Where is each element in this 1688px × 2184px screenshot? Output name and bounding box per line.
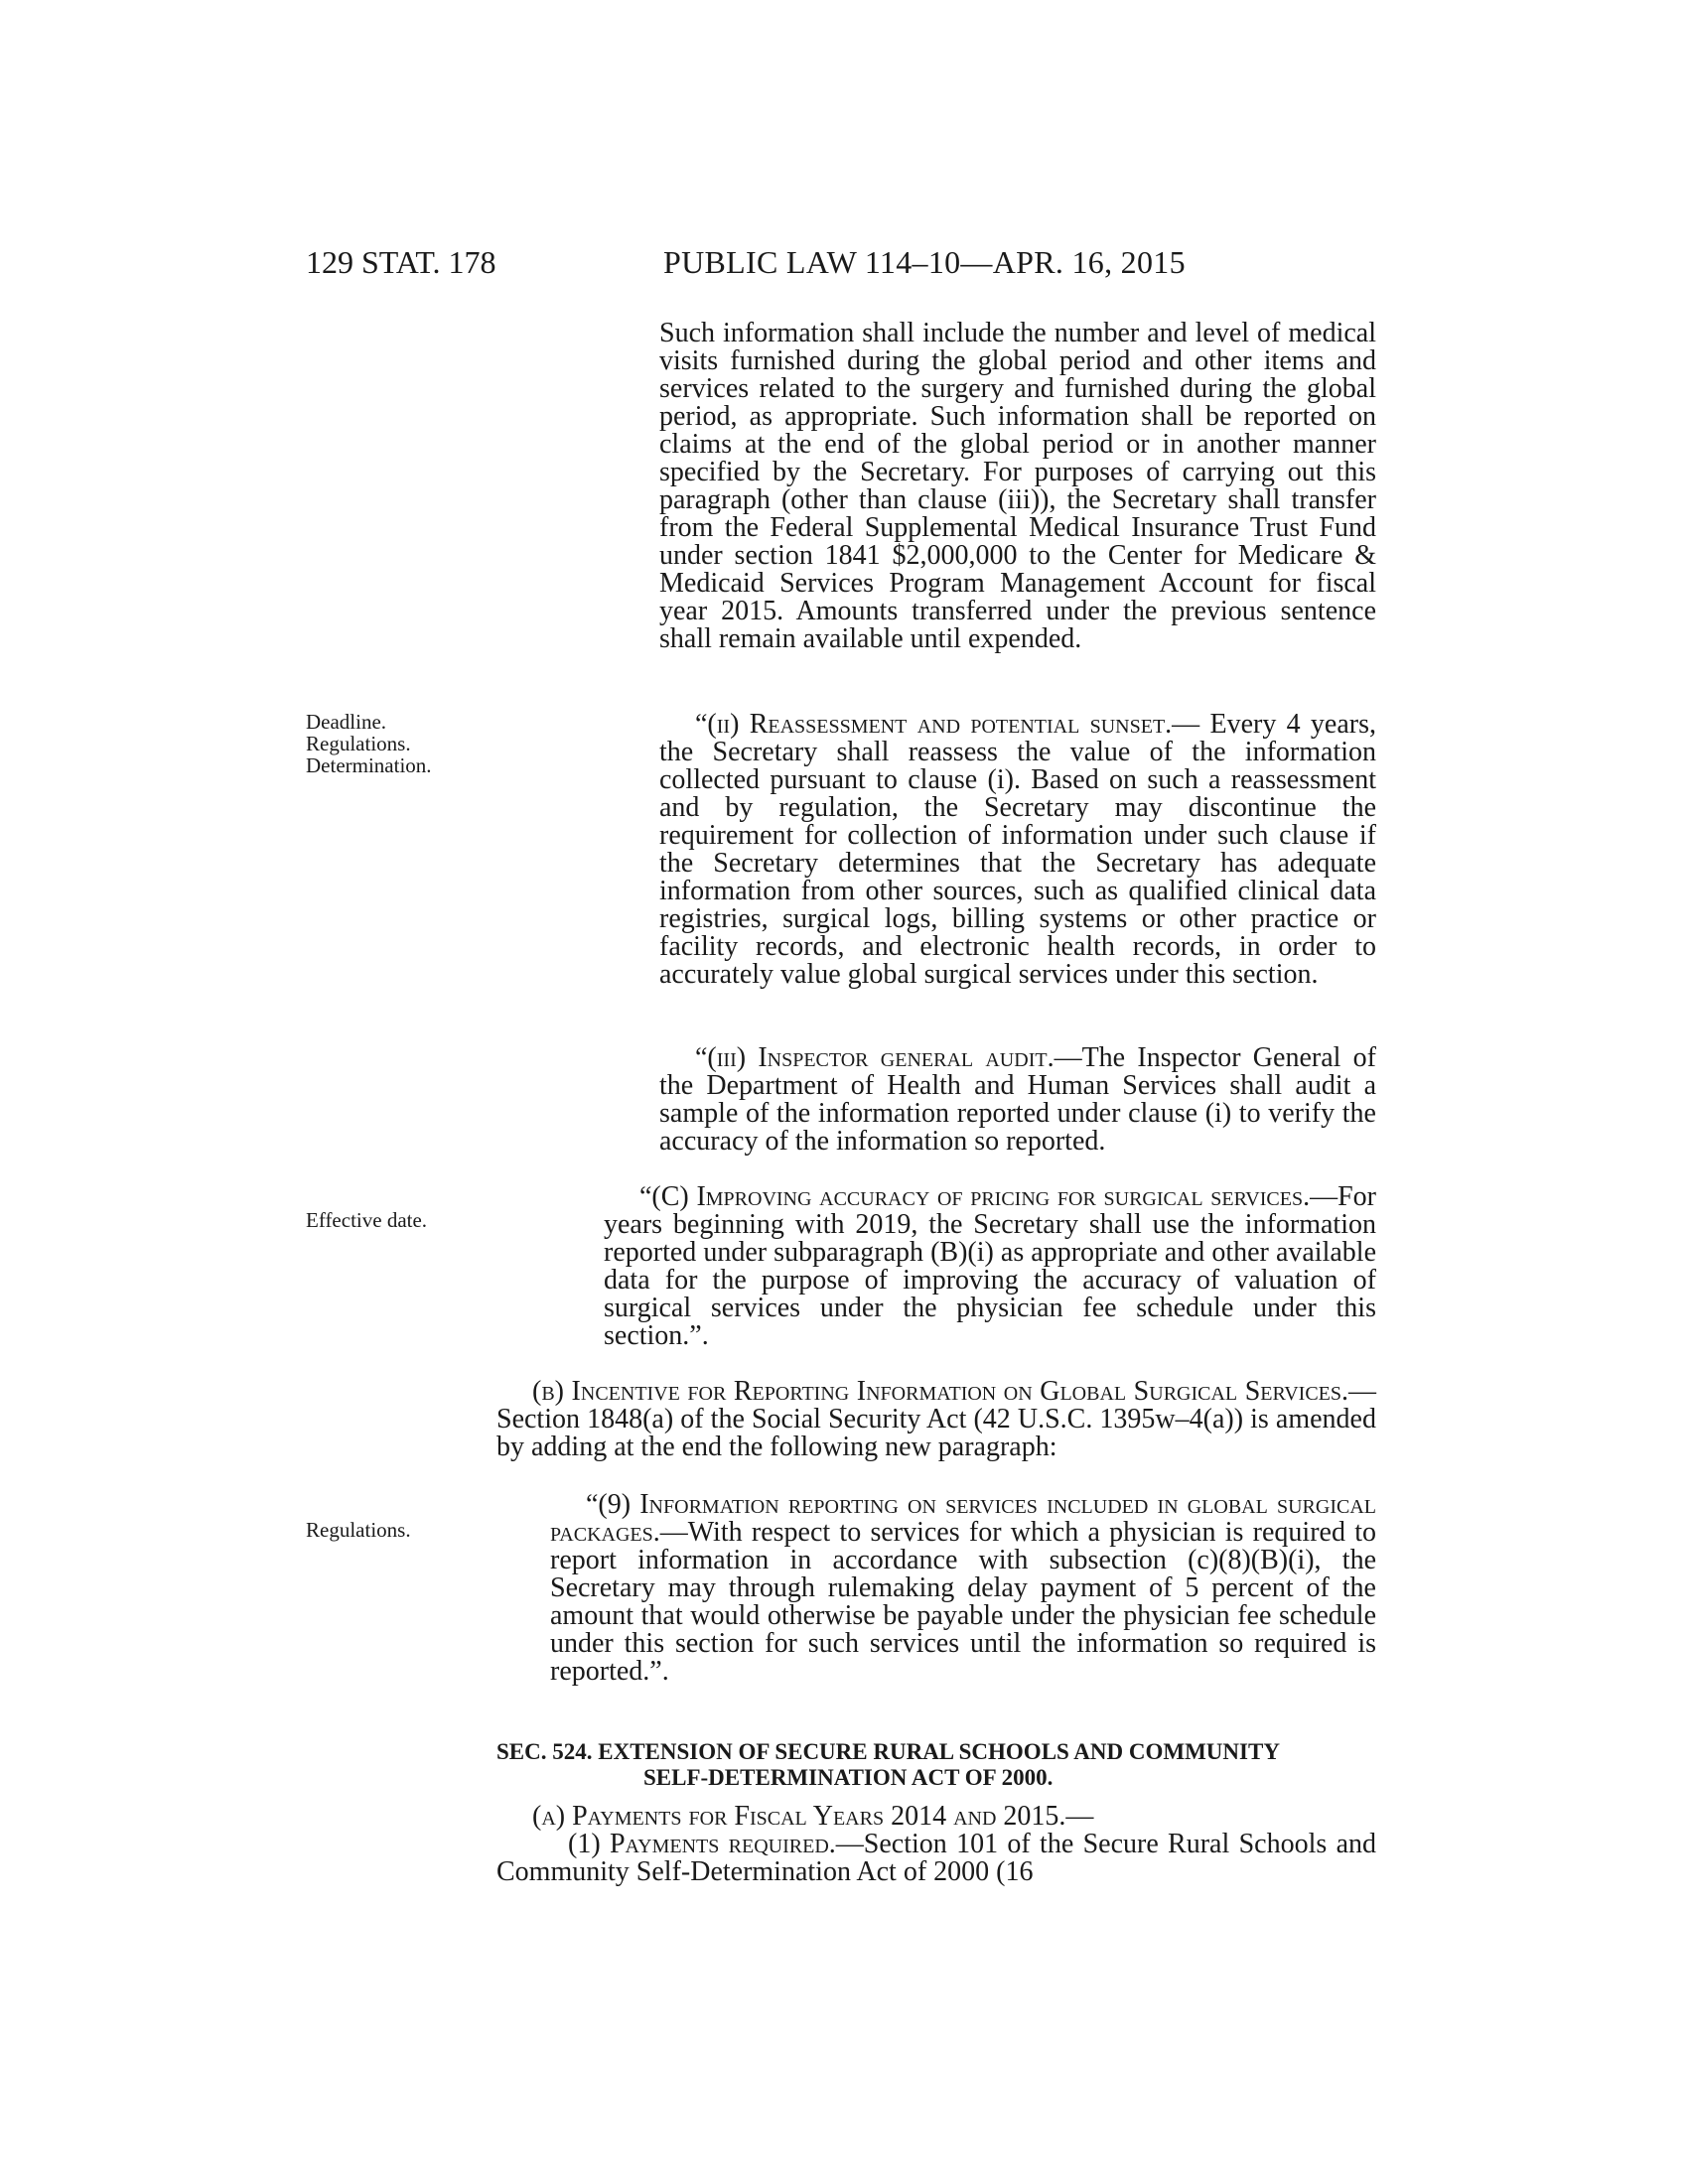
section-title-line: SEC. 524. EXTENSION OF SECURE RURAL SCHOOLS AND COMMUNITY: [496, 1739, 1280, 1764]
margin-note-regulations: Regulations.: [306, 1518, 411, 1542]
margin-note-line: Deadline.: [306, 710, 387, 734]
page-running-head: PUBLIC LAW 114–10—APR. 16, 2015: [663, 244, 1186, 280]
paragraph-heading: “(9) Information reporting on services included in global surgical packages.—: [550, 1489, 1376, 1548]
subparagraph-text: For years beginning with 2019, the Secretary shall use the information reported under subparagraph (B)(i) as appropriate and other available data for the purpose of improving the accuracy of valuation of surgical services under the physician fee schedule under this section.”.: [604, 1181, 1376, 1351]
clause-ii: [659, 711, 1376, 989]
subparagraph-heading: “(C) Improving accuracy of pricing for surgical services.—: [639, 1181, 1338, 1212]
subparagraph-c: [604, 1183, 1376, 1350]
section-title-line: SELF-DETERMINATION ACT OF 2000.: [643, 1765, 1054, 1790]
subsection-text: Section 1848(a) of the Social Security Act (42 U.S.C. 1395w–4(a)) is amended by adding at the end the following new paragraph:: [496, 1404, 1376, 1462]
subsection-b: [496, 1378, 1376, 1461]
clause-text: Every 4 years, the Secretary shall reassess the value of the information collected pursuant to clause (i). Based on such a reassessment and by regulation, the Secretary may discontinue the requirement for collection of information under such clause if the Secretary determines that the Secretary has adequate information from other sources, such as qualified clinical data registries, surgical logs, billing systems or other practice or facility records, and electronic health records, in order to accurately value global surgical services under this section.: [659, 709, 1376, 990]
paragraph-9: [550, 1491, 1376, 1686]
subsection-heading: (a) Payments for Fiscal Years 2014 and 2015.—: [532, 1801, 1094, 1832]
margin-note-effective-date: Effective date.: [306, 1208, 428, 1232]
margin-note-line: Determination.: [306, 753, 432, 777]
margin-note-line: Regulations.: [306, 732, 411, 755]
paragraph-text: With respect to services for which a physician is required to report information in accordance with subsection (c)(8)(B)(i), the Secretary may through rulemaking delay payment of 5 percent of the amount that would otherwise be payable under the physician fee schedule under this section for such services until the information so required is reported.”.: [550, 1517, 1376, 1687]
clause-text: The Inspector General of the Department of Health and Human Services shall audit a sample of the information reported under clause (i) to verify the accuracy of the information so reported.: [659, 1042, 1376, 1157]
clause-heading: “(ii) Reassessment and potential sunset.—: [695, 709, 1200, 740]
subsection-heading: (b) Incentive for Reporting Information on Global Surgical Services.—: [532, 1376, 1376, 1407]
clause-iii: [659, 1044, 1376, 1156]
paragraph-1: [496, 1831, 1376, 1886]
section-524-title: [496, 1739, 1376, 1791]
paragraph-continuation: [659, 320, 1376, 653]
paragraph-text: Section 101 of the Secure Rural Schools and Community Self-Determination Act of 2000 (16: [496, 1829, 1376, 1887]
paragraph-heading: (1) Payments required.—: [568, 1829, 864, 1859]
subsection-a: [496, 1803, 1376, 1831]
paragraph-text: Such information shall include the number and level of medical visits furnished during the global period and other items and services related to the surgery and furnished during the global period, as appropriate. Such information shall be reported on claims at the end of the global period or in another manner specified by the Secretary. For purposes of carrying out this paragraph (other than clause (iii)), the Secretary shall transfer from the Federal Supplemental Medical Insurance Trust Fund under section 1841 $2,000,000 to the Center for Medicare & Medicaid Services Program Management Account for fiscal year 2015. Amounts transferred under the previous sentence shall remain available until expended.: [659, 318, 1376, 654]
page-stat-citation: 129 STAT. 178: [306, 244, 496, 280]
margin-note-deadline: [306, 711, 432, 776]
clause-heading: “(iii) Inspector general audit.—: [695, 1042, 1082, 1073]
